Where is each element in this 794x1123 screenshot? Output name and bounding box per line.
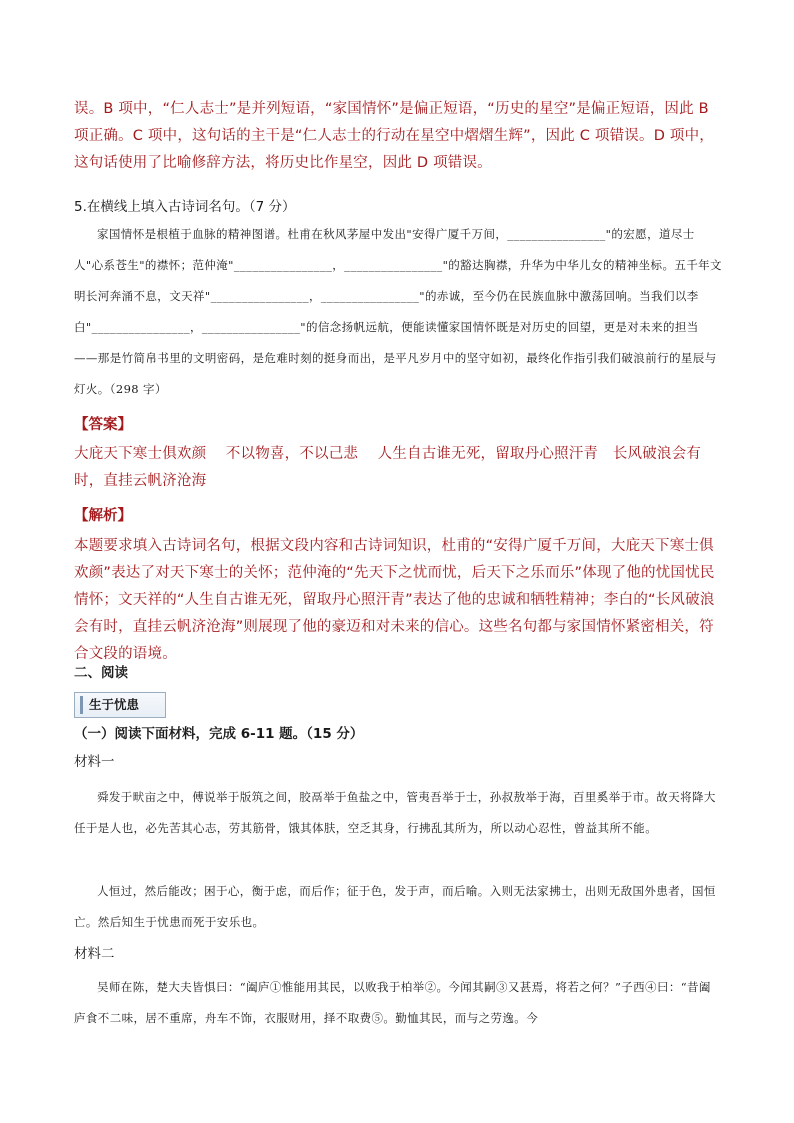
answer-label: 【答案】 — [74, 417, 132, 433]
section-heading: 二、阅读 — [74, 665, 128, 681]
section-tag-label: 生于忧患 — [80, 696, 160, 714]
analysis-text: 本题要求填入古诗词名句，根据文段内容和古诗词知识，杜甫的“安得广厦千万间，大庇天下寒士俱欢颜”表达了对天下寒士的关怀；范仲淹的“先天下之忧而忧，后天下之乐而乐”体现了他的忧国忧民情怀；文天祥的“人生自古谁无死，留取丹心照汗青”表达了他的忠诚和牺牲精神；李白的“长风破浪会有时，直挂云帆济沧海”则展现了他的豪迈和对未来的信心。这些名句都与家国情怀紧密相关，符合文段的语境。 — [74, 538, 715, 662]
material1-paragraph2: 人恒过，然后能改；困于心，衡于虑，而后作；征于色，发于声，而后喻。入则无法家拂士，出则无敌国外患者，国恒亡。然后知生于忧患而死于安乐也。 — [74, 884, 716, 929]
material1-label: 材料一 — [74, 754, 115, 770]
q5-passage: 家国情怀是根植于血脉的精神图谱。杜甫在秋风茅屋中发出"安得广厦千万间，________________"的宏愿，道尽士人"心系苍生"的襟怀；范仲淹"________________，________________"的豁达胸襟，升华为中华儿女的精神坐标。五千年文明长河奔涌不息，文天祥"________________，________________"的赤诚，至今仍在民族血脉中激荡回响。当我们以李白"________________，________________"的信念扬帆远航，便能读懂家国情怀既是对历史的回望，更是对未来的担当——那是竹简帛书里的文明密码，是危难时刻的挺身而出，是平凡岁月中的坚守如初，最终化作指引我们破浪前行的星辰与灯火。（298 字） — [74, 227, 722, 396]
material2-paragraph1: 吴师在陈，楚大夫皆惧曰：“阖庐①惟能用其民，以败我于柏举②。今闻其嗣③又甚焉，将若之何？”子西④曰：“昔阖庐食不二味，居不重席，舟车不饰，衣服财用，择不取费⑤。勤恤其民，而与之劳逸。今 — [74, 980, 711, 1025]
section-tag — [74, 692, 166, 718]
material1-paragraph1: 舜发于畎亩之中，傅说举于版筑之间，胶鬲举于鱼盐之中，管夷吾举于士，孙叔敖举于海，百里奚举于市。故天将降大任于是人也，必先苦其心志，劳其筋骨，饿其体肤，空乏其身，行拂乱其所为，所以动心忍性，曾益其所不能。 — [74, 790, 716, 835]
group-title: （一）阅读下面材料，完成 6-11 题。（15 分） — [74, 726, 364, 742]
analysis-label: 【解析】 — [74, 508, 132, 524]
q4-explanation: 误。B 项中，“仁人志士”是并列短语，“家国情怀”是偏正短语，“历史的星空”是偏正短语，因此 B 项正确。C 项中，这句话的主干是“仁人志士的行动在星空中熠熠生辉”，因此 C 项错误。D 项中，这句话使用了比喻修辞方法，将历史比作星空，因此 D 项错误。 — [74, 101, 714, 171]
answer-text: 大庇天下寒士俱欢颜 不以物喜，不以己悲 人生自古谁无死，留取丹心照汗青 长风破浪会有时，直挂云帆济沧海 — [74, 446, 702, 489]
material2-label: 材料二 — [74, 946, 115, 962]
q5-title: 5.在横线上填入古诗词名句。（7 分） — [74, 199, 296, 215]
